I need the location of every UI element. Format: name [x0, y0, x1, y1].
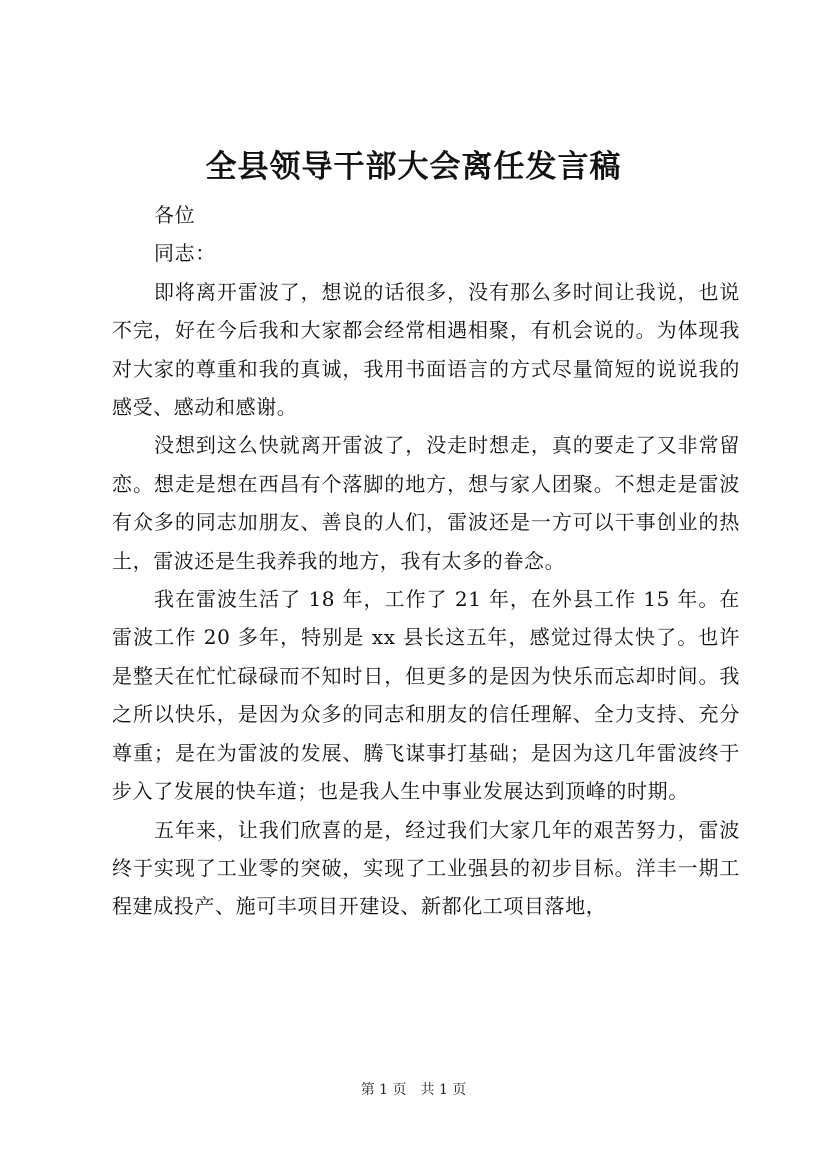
paragraph-4: 五年来，让我们欣喜的是，经过我们大家几年的艰苦努力，雷波终于实现了工业零的突破，实现了工业强县的初步目标。洋丰一期工程建成投产、施可丰项目开建设、新都化工项目落地， — [112, 817, 740, 919]
page-number: 第 1 页 — [360, 1082, 407, 1098]
page-footer — [0, 1080, 827, 1100]
paragraph-1: 即将离开雷波了，想说的话很多，没有那么多时间让我说，也说不完，好在今后我和大家都会经常相遇相聚，有机会说的。为体现我对大家的尊重和我的真诚，我用书面语言的方式尽量简短的说说我的感受、感动和感谢。 — [112, 279, 740, 420]
salutation-line-2: 同志： — [154, 241, 216, 266]
document-title: 全县领导干部大会离任发言稿 — [205, 149, 622, 185]
document-body — [112, 196, 740, 926]
paragraph-3: 我在雷波生活了 18 年，工作了 21 年，在外县工作 15 年。在雷波工作 20 多年，特别是 xx 县长这五年，感觉过得太快了。也许是整天在忙忙碌碌而不知时日，但更多的是因为快乐而忘却时间。我之所以快乐，是因为众多的同志和朋友的信任理解、全力支持、充分尊重；是在为雷波的发展、腾飞谋事打基础；是因为这几年雷波终于步入了发展的快车道；也是我人生中事业发展达到顶峰的时期。 — [112, 587, 740, 804]
salutation-line-1: 各位 — [154, 203, 196, 227]
paragraph-2: 没想到这么快就离开雷波了，没走时想走，真的要走了又非常留恋。想走是想在西昌有个落脚的地方，想与家人团聚。不想走是雷波有众多的同志加朋友、善良的人们，雷波还是一方可以干事创业的热土，雷波还是生我养我的地方，我有太多的眷念。 — [112, 433, 740, 573]
page-total: 共 1 页 — [420, 1082, 467, 1098]
